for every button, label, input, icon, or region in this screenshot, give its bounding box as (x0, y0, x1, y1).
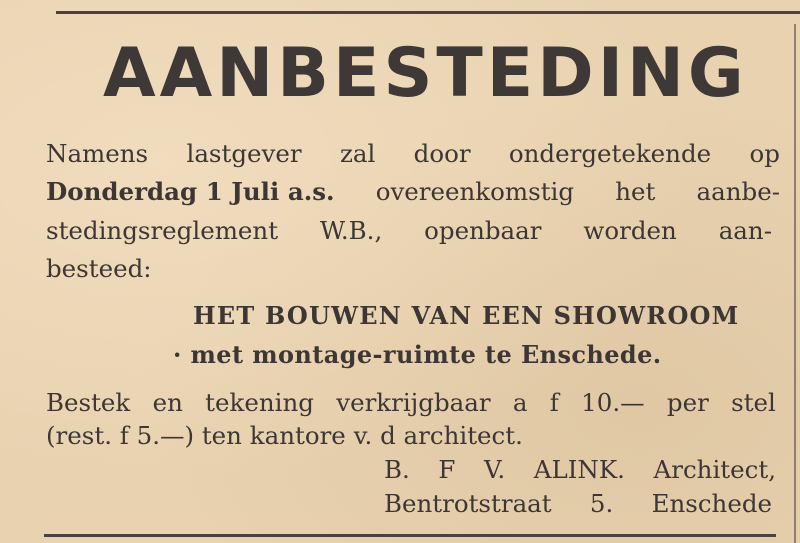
word: op (749, 139, 780, 168)
word: Enschede (651, 489, 772, 518)
right-edge (794, 24, 796, 543)
word: tekening (205, 388, 314, 417)
top-rule (56, 11, 800, 14)
word: 5. (589, 489, 614, 518)
word: B. (384, 455, 410, 484)
bottom-rule (44, 534, 776, 537)
body-line-1 (46, 139, 780, 168)
word: Namens (46, 139, 149, 168)
details-line-1 (46, 388, 776, 417)
word: lastgever (186, 139, 302, 168)
word: zal (339, 139, 376, 168)
word: Bentrotstraat (384, 489, 552, 518)
signature-address (384, 489, 772, 518)
word: aanbe- (696, 177, 780, 206)
body-line-4: besteed: (46, 254, 152, 283)
word: per (666, 388, 709, 417)
headline: AANBESTEDING (103, 34, 748, 113)
word: Architect, (653, 455, 776, 484)
word: verkrijgbaar (336, 388, 491, 417)
word: door (413, 139, 471, 168)
project-title: HET BOUWEN VAN EEN SHOWROOM (193, 301, 740, 330)
details-line-2: (rest. f 5.—) ten kantore v. d architect. (46, 421, 523, 450)
body-line-3 (46, 216, 772, 245)
word: openbaar (424, 216, 542, 245)
word: aan- (718, 216, 772, 245)
project-subtitle: · met montage-ruimte te Enschede. (173, 340, 662, 369)
word: 10.— (581, 388, 645, 417)
body-line-2 (46, 177, 780, 206)
word: stel (731, 388, 776, 417)
word: het (615, 177, 656, 206)
word: ALINK. (533, 455, 625, 484)
signature-name (384, 455, 776, 484)
word: F (438, 455, 456, 484)
word: Bestek (46, 388, 131, 417)
date-text: Donderdag 1 Juli a.s. (46, 177, 335, 206)
word: W.B., (319, 216, 383, 245)
word: V. (483, 455, 506, 484)
word: a (512, 388, 528, 417)
word: ondergetekende (508, 139, 712, 168)
word: f (549, 388, 559, 417)
word: stedingsreglement (46, 216, 279, 245)
word: en (152, 388, 183, 417)
word: overeenkomstig (375, 177, 575, 206)
word: worden (583, 216, 677, 245)
